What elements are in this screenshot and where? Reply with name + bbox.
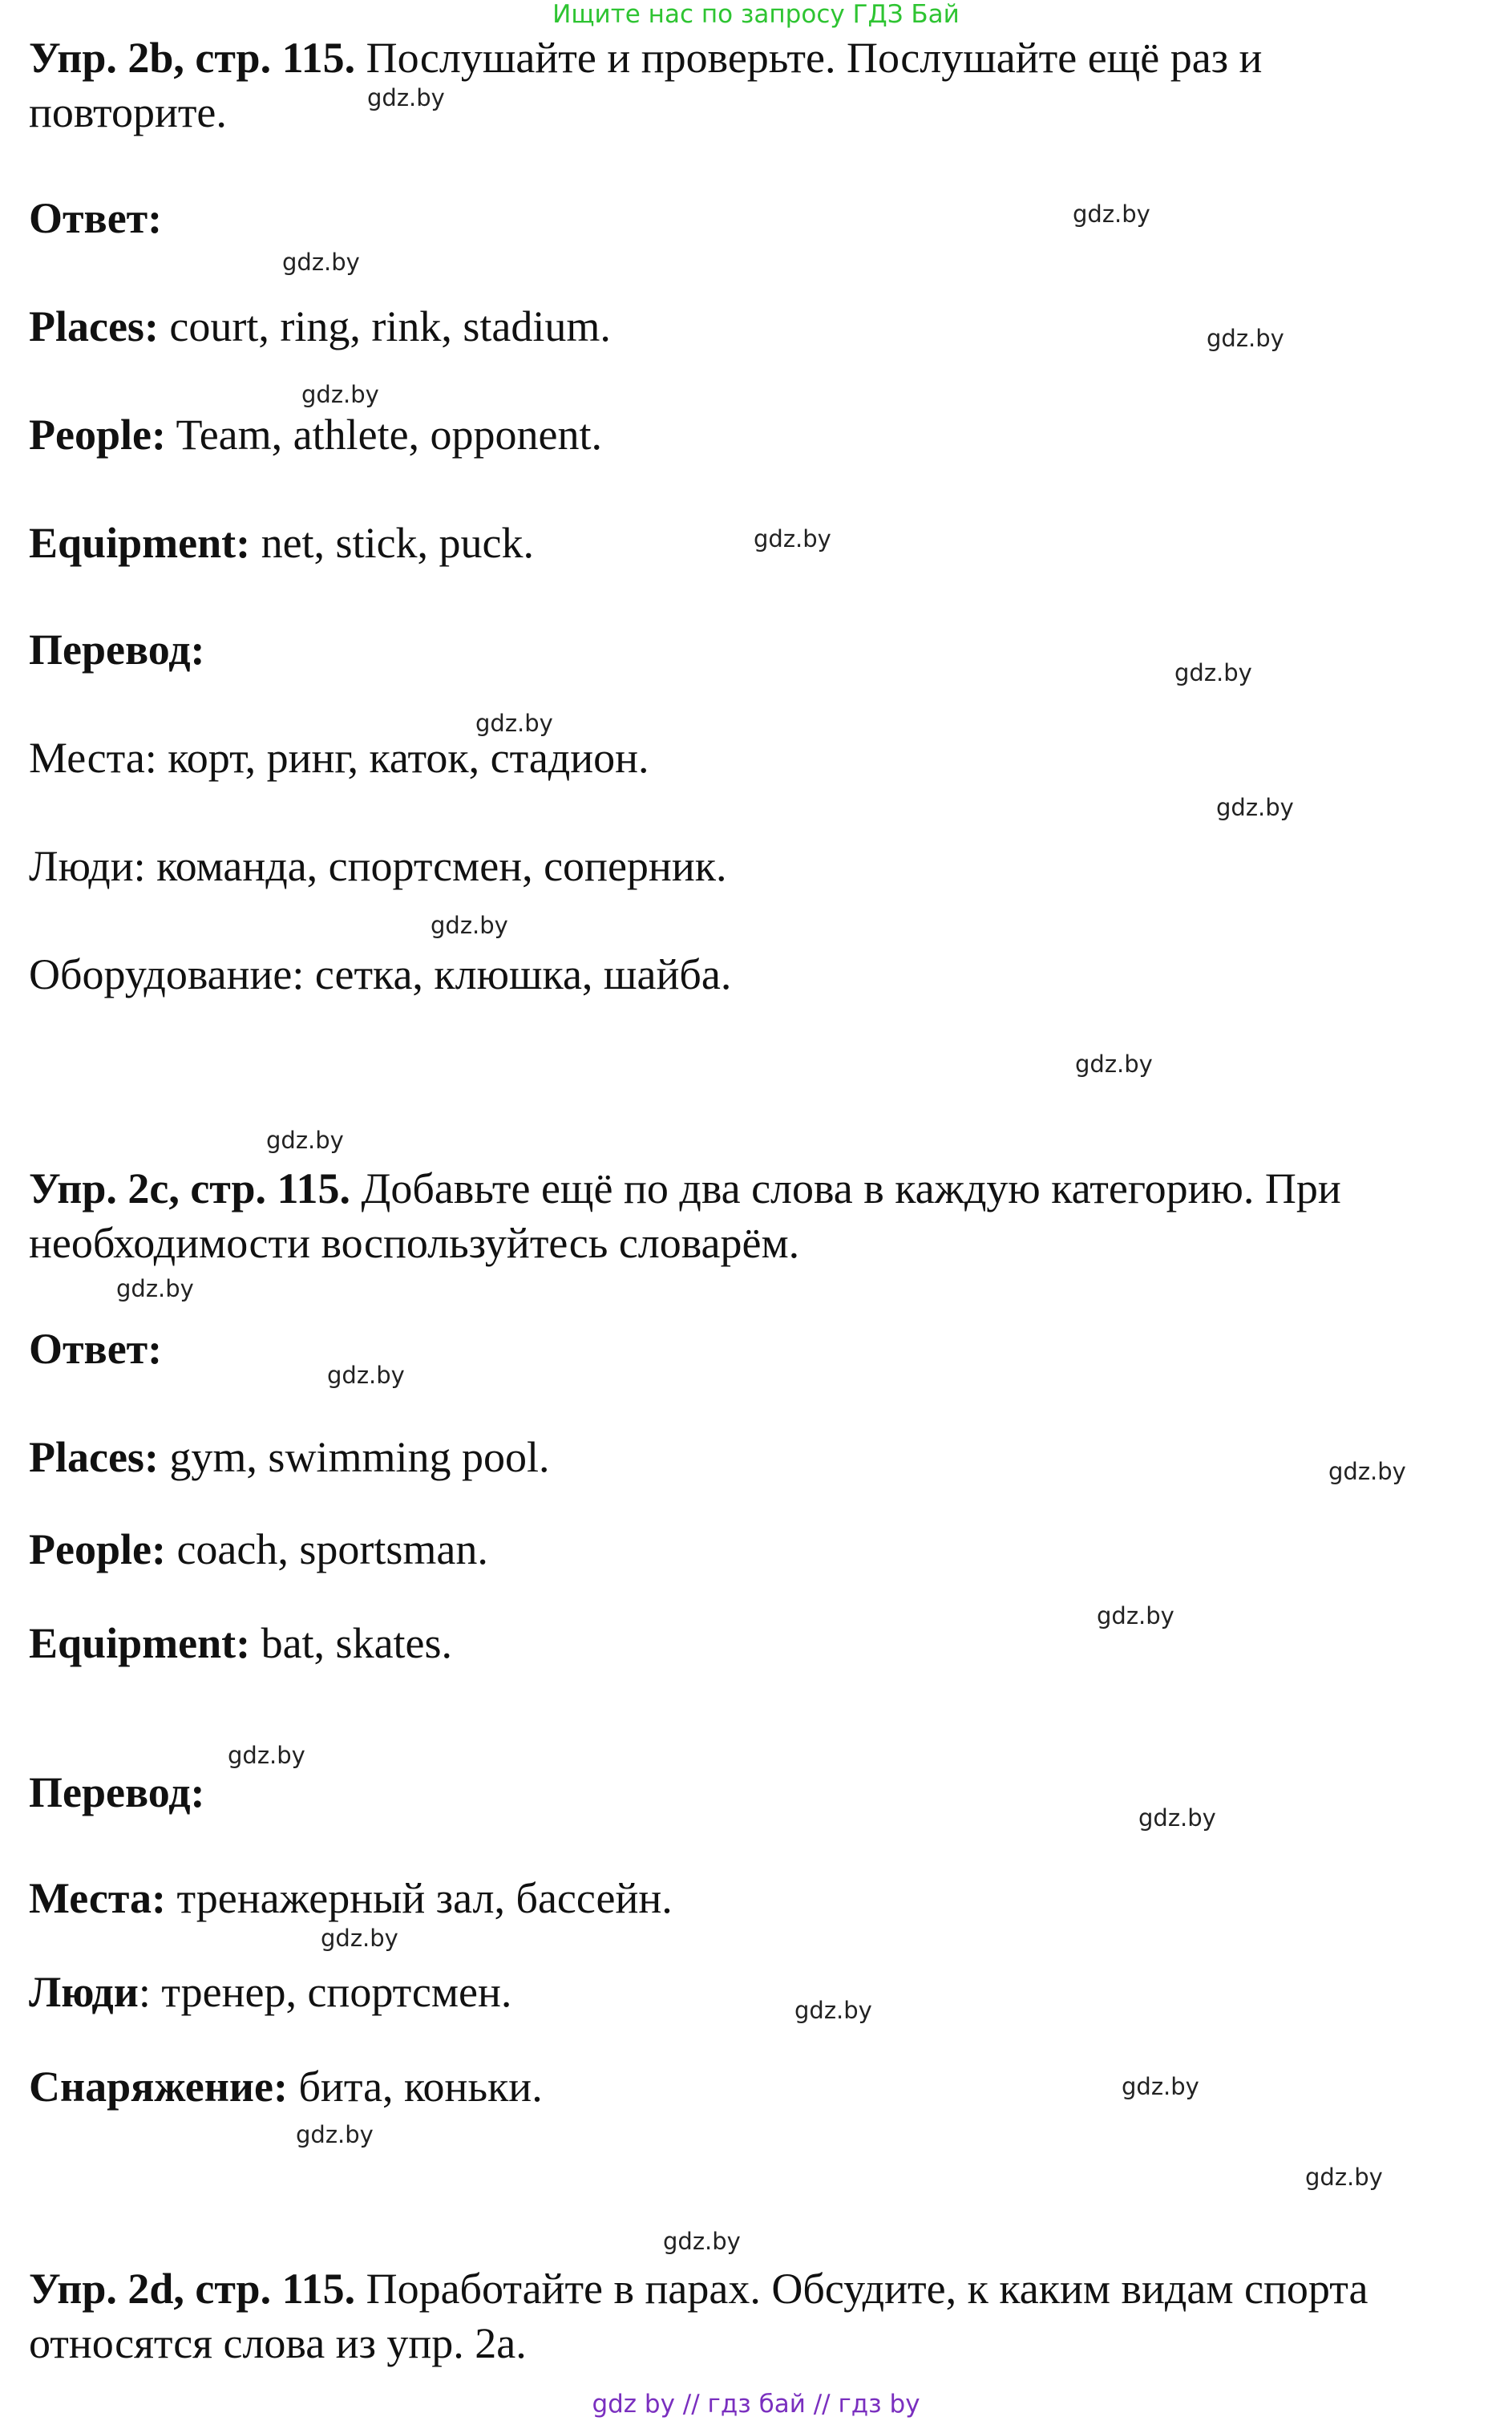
- ex2c-tr-people-text: : тренер, спортсмен.: [138, 1968, 512, 2016]
- ex2c-places: [29, 1431, 549, 1483]
- ex2c-tr-equipment: [29, 2061, 543, 2112]
- watermark: gdz.by: [475, 710, 553, 737]
- ex2b-tr-people: Люди: команда, спортсмен, соперник.: [29, 842, 727, 890]
- watermark: gdz.by: [1174, 659, 1252, 686]
- watermark: gdz.by: [266, 1127, 344, 1154]
- watermark: gdz.by: [794, 1997, 872, 2024]
- watermark: gdz.by: [327, 1362, 405, 1389]
- ex2b-tr-places: Места: корт, ринг, каток, стадион.: [29, 734, 649, 782]
- ex2b-translation-label: Перевод:: [29, 625, 205, 674]
- ex2c-people: [29, 1524, 488, 1575]
- ex2b-title-ref: Упр. 2b, стр. 115.: [29, 34, 356, 82]
- ex2b-answer-label: Ответ:: [29, 194, 163, 242]
- ex2c-tr-equipment-label: Снаряжение:: [29, 2063, 288, 2111]
- ex2c-people-text: coach, sportsman.: [165, 1525, 488, 1573]
- watermark: gdz.by: [1328, 1458, 1406, 1485]
- watermark: gdz.by: [321, 1925, 398, 1952]
- ex2c-answer-label: Ответ:: [29, 1325, 163, 1373]
- ex2b-people-text: Team, athlete, opponent.: [165, 411, 603, 459]
- ex2d-title-line2: относятся слова из упр. 2а.: [29, 2319, 527, 2367]
- watermark: gdz.by: [1138, 1804, 1216, 1832]
- ex2c-tr-people-label: Люди: [29, 1968, 139, 2016]
- ex2d-title-ref: Упр. 2d, стр. 115.: [29, 2265, 356, 2313]
- ex2c-tr-people: [29, 1966, 511, 2018]
- ex2b-tr-equipment: Оборудование: сетка, клюшка, шайба.: [29, 950, 732, 998]
- ex2b-equipment-text: net, stick, puck.: [250, 519, 535, 567]
- ex2b-equipment-label: Equipment:: [29, 519, 251, 567]
- ex2c-tr-places-label: Места:: [29, 1874, 167, 1922]
- ex2c-title-text: Добавьте ещё по два слова в каждую категорию. При: [350, 1164, 1341, 1212]
- watermark: gdz.by: [282, 249, 360, 276]
- ex2b-places-text: court, ring, rink, stadium.: [158, 302, 611, 350]
- ex2b-people-label: People:: [29, 411, 166, 459]
- ex2b-equipment: [29, 517, 534, 569]
- ex2b-title-line2: повторите.: [29, 88, 227, 136]
- watermark: gdz.by: [367, 84, 445, 111]
- ex2c-equipment-text: bat, skates.: [250, 1619, 453, 1667]
- ex2c-title-ref: Упр. 2c, стр. 115.: [29, 1164, 351, 1212]
- ex2c-equipment-label: Equipment:: [29, 1619, 251, 1667]
- ex2c-equipment: [29, 1617, 452, 1669]
- ex2c-title-line2: необходимости воспользуйтесь словарём.: [29, 1219, 800, 1267]
- watermark: gdz.by: [116, 1275, 194, 1302]
- watermark: gdz.by: [1305, 2164, 1383, 2191]
- ex2c-people-label: People:: [29, 1525, 166, 1573]
- watermark: gdz.by: [663, 2228, 741, 2255]
- ex2d-title: [29, 2263, 1368, 2314]
- watermark: gdz.by: [1122, 2073, 1199, 2100]
- ex2c-places-text: gym, swimming pool.: [158, 1433, 550, 1481]
- watermark: gdz.by: [1097, 1602, 1174, 1629]
- ex2c-tr-places-text: тренажерный зал, бассейн.: [166, 1874, 673, 1922]
- watermark: gdz.by: [1073, 200, 1150, 228]
- search-banner[interactable]: Ищите нас по запросу ГДЗ Бай: [552, 0, 960, 29]
- ex2b-places: [29, 301, 611, 352]
- ex2d-title-text: Поработайте в парах. Обсудите, к каким видам спорта: [355, 2265, 1368, 2313]
- ex2c-translation-label: Перевод:: [29, 1768, 205, 1816]
- watermark: gdz.by: [228, 1742, 305, 1769]
- watermark: gdz.by: [1216, 794, 1294, 821]
- ex2b-title-text: Послушайте и проверьте. Послушайте ещё раз и: [355, 34, 1263, 82]
- ex2b-people: [29, 409, 602, 460]
- watermark: gdz.by: [1207, 325, 1284, 352]
- ex2c-tr-places: [29, 1872, 673, 1924]
- watermark: gdz.by: [296, 2121, 374, 2148]
- ex2b-places-label: Places:: [29, 302, 159, 350]
- footer-links[interactable]: gdz by // гдз бай // гдз by: [592, 2390, 920, 2419]
- ex2b-title: [29, 32, 1262, 83]
- ex2c-title: [29, 1163, 1341, 1214]
- watermark: gdz.by: [754, 525, 831, 553]
- watermark: gdz.by: [1075, 1051, 1153, 1078]
- ex2c-tr-equipment-text: бита, коньки.: [287, 2063, 543, 2111]
- watermark: gdz.by: [301, 381, 379, 408]
- ex2c-places-label: Places:: [29, 1433, 159, 1481]
- watermark: gdz.by: [431, 912, 508, 939]
